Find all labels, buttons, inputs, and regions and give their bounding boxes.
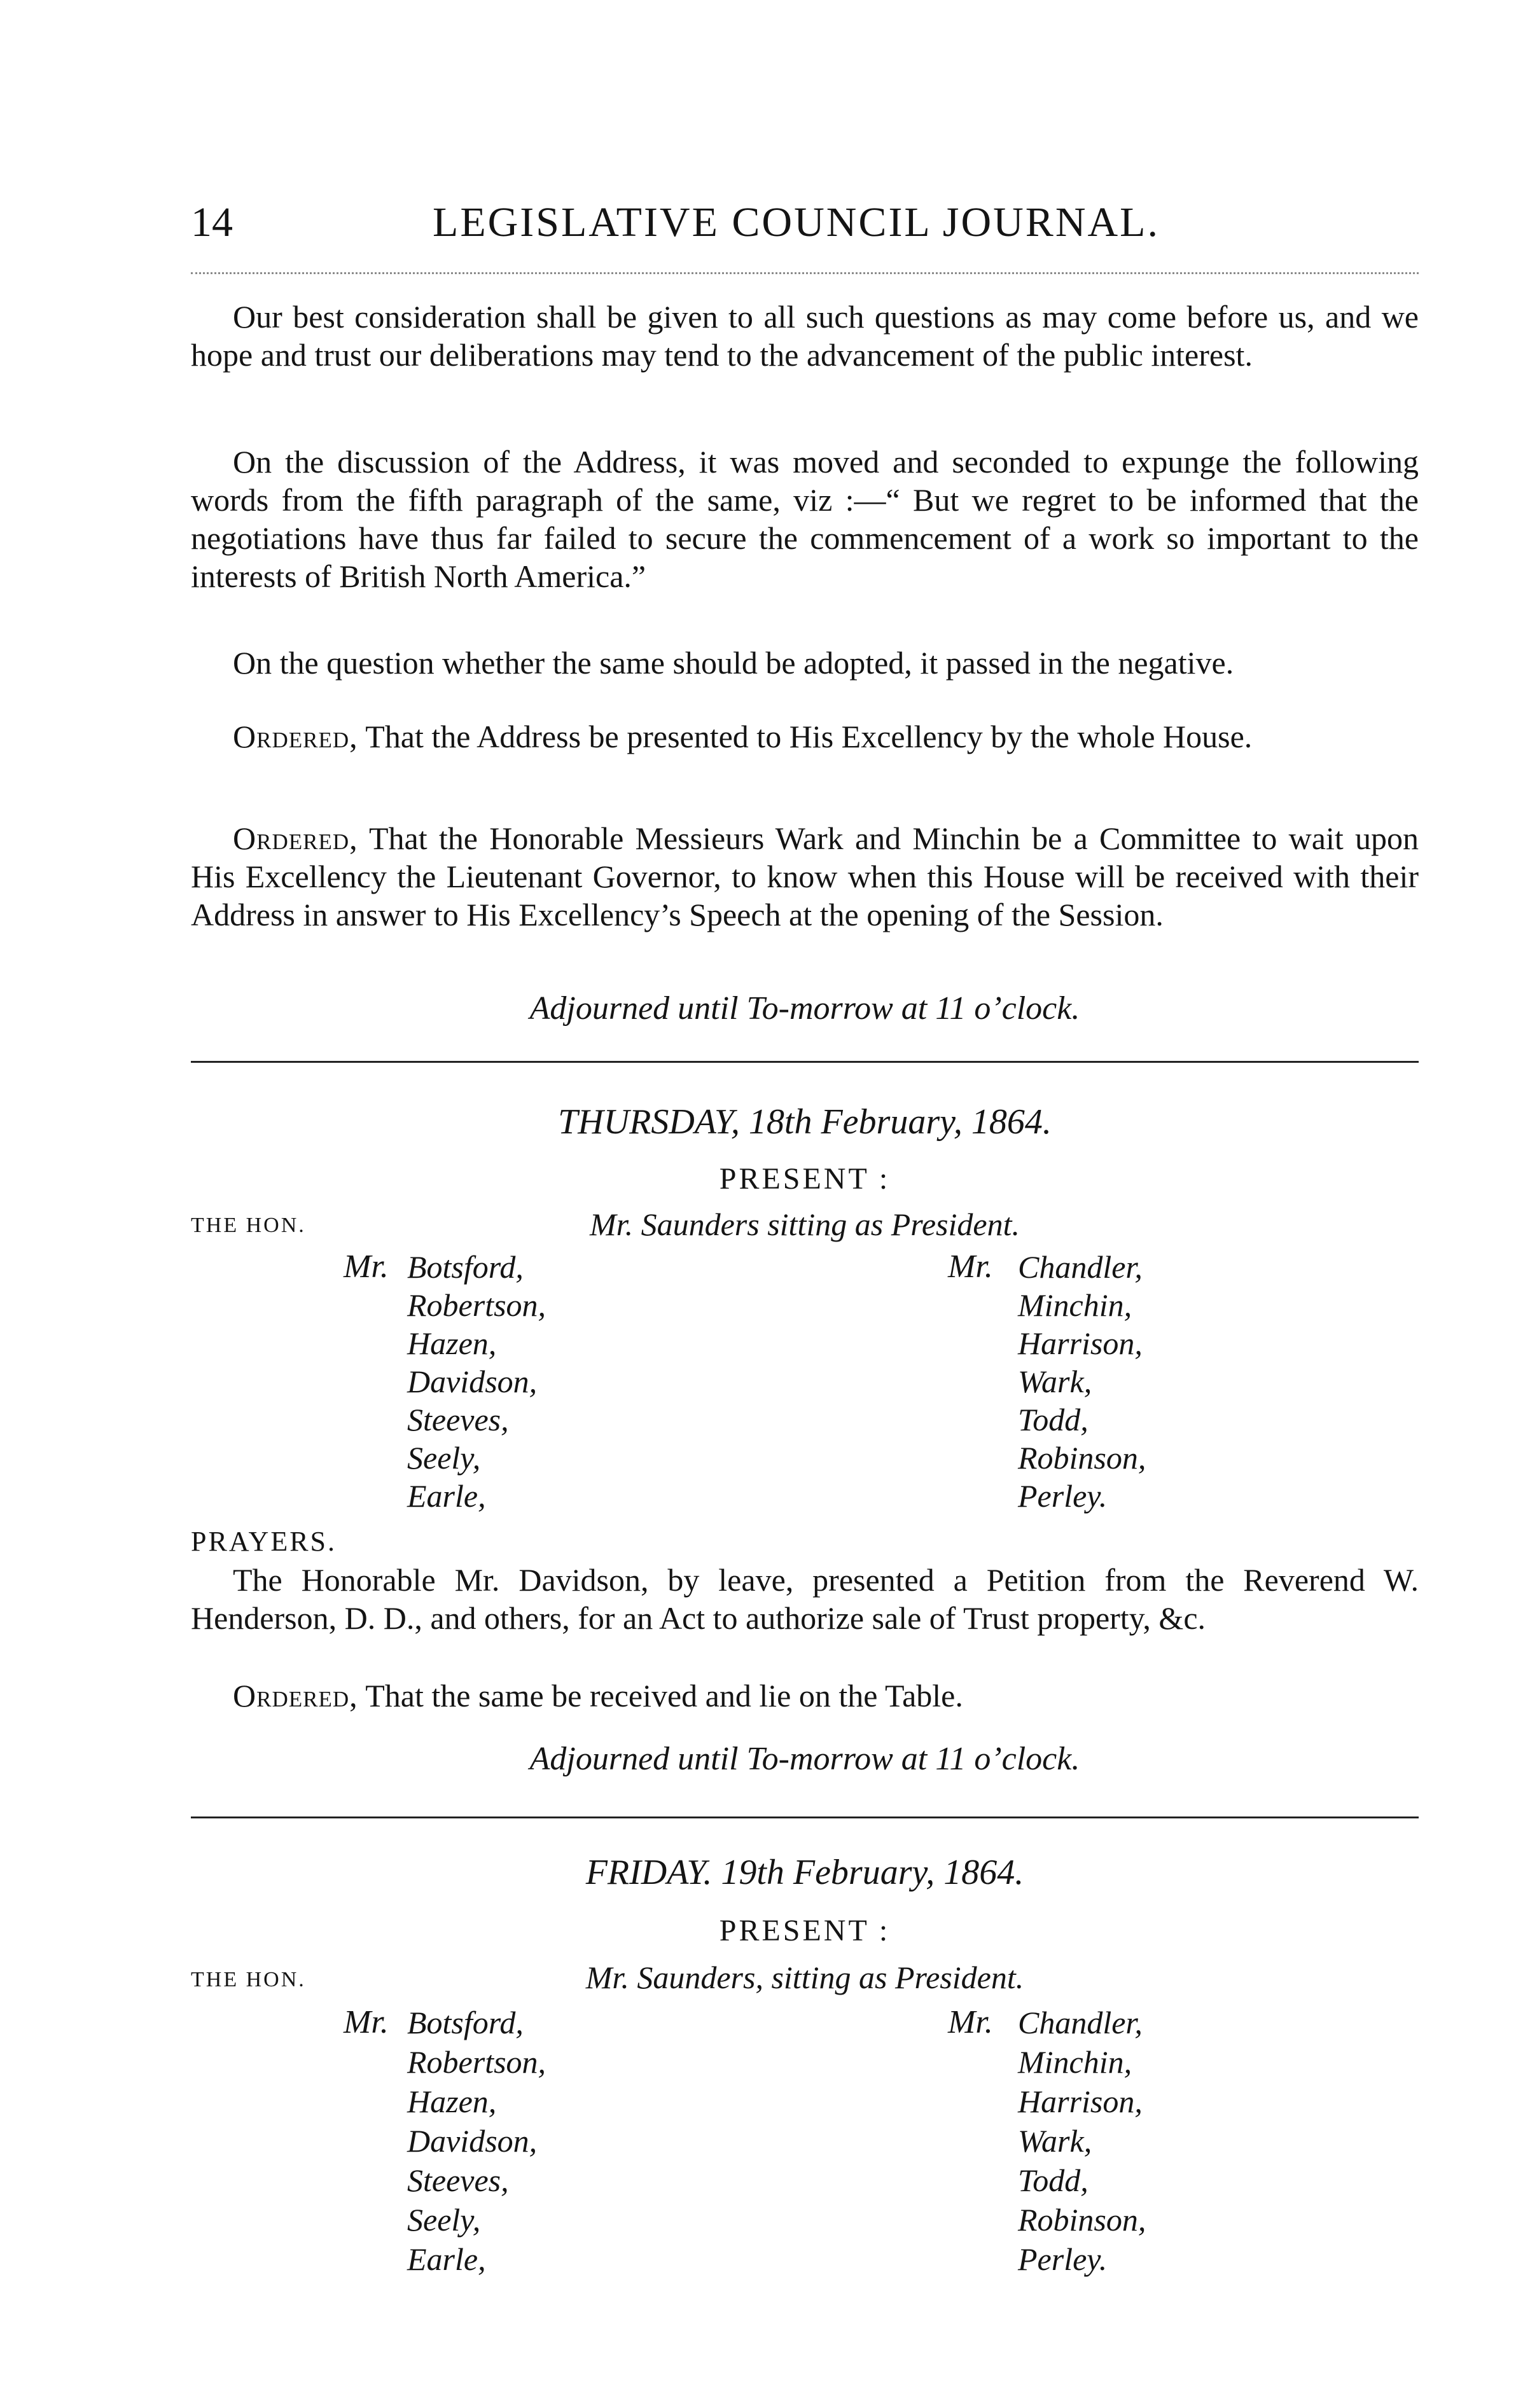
page-number: 14 (191, 199, 233, 246)
member-name: Harrison, (1018, 2084, 1143, 2119)
running-title: LEGISLATIVE COUNCIL JOURNAL. (433, 199, 1160, 246)
adjournment-line: Adjourned until To-morrow at 11 o’clock. (529, 990, 1080, 1027)
ordered-petition-received (191, 1677, 1419, 1715)
member-name: Robertson, (407, 1287, 546, 1323)
member-name: Wark, (1018, 2123, 1092, 2159)
ordered-text: That the same be received and lie on the Table. (365, 1678, 963, 1713)
member-name: Hazen, (407, 1325, 497, 1361)
the-hon-label: THE HON. (191, 1214, 306, 1237)
member-name: Robinson, (1018, 2202, 1146, 2238)
member-name: Todd, (1018, 1402, 1088, 1437)
section-rule (191, 1061, 1419, 1063)
mr-left-label: Mr. (344, 2004, 389, 2040)
member-name: Seely, (407, 2202, 481, 2238)
adjournment-line: Adjourned until To-morrow at 11 o’clock. (529, 1741, 1080, 1777)
mr-right-label: Mr. (948, 1249, 993, 1285)
member-name: Wark, (1018, 1364, 1092, 1399)
member-name: Robinson, (1018, 1440, 1146, 1476)
header-rule (191, 272, 1419, 274)
mr-right-label: Mr. (948, 2004, 993, 2040)
member-name: Earle, (407, 1478, 486, 1514)
paragraph-consideration: Our best consideration shall be given to all such questions as may come before us, and we hope and trust our deliberations may tend to the advancement of the public interest. (191, 299, 1419, 373)
page-header (191, 198, 1419, 268)
member-name: Botsford, (407, 1249, 524, 1285)
mr-left-label: Mr. (344, 1249, 389, 1285)
member-name: Perley. (1018, 2241, 1108, 2277)
president-line: Mr. Saunders, sitting as President. (585, 1960, 1024, 1995)
ordered-label: Ordered, (233, 820, 358, 856)
the-hon-label: THE HON. (191, 1968, 306, 1991)
member-name: Minchin, (1018, 2044, 1132, 2080)
member-name: Seely, (407, 1440, 481, 1476)
member-name: Perley. (1018, 1478, 1108, 1514)
present-label: PRESENT : (719, 1914, 891, 1948)
president-line: Mr. Saunders sitting as President. (590, 1207, 1020, 1242)
paragraph-expunge-motion: On the discussion of the Address, it was moved and seconded to expunge the following words from the fifth paragraph of the same, viz :—“ But we regret to be informed that the negotiations have thus far failed to secure the commencement of a work so important to the interests of British North America.” (191, 444, 1419, 594)
member-name: Chandler, (1018, 1249, 1143, 1285)
member-name: Davidson, (407, 1364, 538, 1399)
member-name: Steeves, (407, 2162, 509, 2198)
ordered-text: That the Address be presented to His Excellency by the whole House. (365, 719, 1253, 754)
friday-heading: FRIDAY. 19th February, 1864. (585, 1853, 1024, 1892)
present-label: PRESENT : (719, 1162, 891, 1196)
paragraph-petition: The Honorable Mr. Davidson, by leave, presented a Petition from the Reverend W. Henderson, D. D., and others, for an Act to authorize sale of Trust property, &c. (191, 1562, 1419, 1636)
paragraph-negative: On the question whether the same should be adopted, it passed in the negative. (233, 645, 1234, 681)
member-name: Davidson, (407, 2123, 538, 2159)
ordered-label: Ordered, (233, 1678, 358, 1713)
member-name: Chandler, (1018, 2005, 1143, 2040)
member-name: Robertson, (407, 2044, 546, 2080)
member-name: Harrison, (1018, 1325, 1143, 1361)
member-name: Earle, (407, 2241, 486, 2277)
section-rule (191, 1816, 1419, 1818)
ordered-label: Ordered, (233, 719, 358, 754)
ordered-text: That the Honorable Messieurs Wark and Minchin be a Committee to wait upon His Excellency the Lieutenant Governor, to know when this House will be received with their Address in answer to His Excellency’s Speech at the opening of the Session. (191, 820, 1419, 932)
member-name: Minchin, (1018, 1287, 1132, 1323)
ordered-committee (191, 819, 1419, 934)
prayers-label: PRAYERS. (191, 1526, 337, 1557)
member-name: Steeves, (407, 1402, 509, 1437)
member-name: Todd, (1018, 2162, 1088, 2198)
ordered-address-presented (191, 717, 1419, 756)
member-name: Hazen, (407, 2084, 497, 2119)
thursday-heading: THURSDAY, 18th February, 1864. (558, 1102, 1052, 1142)
member-name: Botsford, (407, 2005, 524, 2040)
